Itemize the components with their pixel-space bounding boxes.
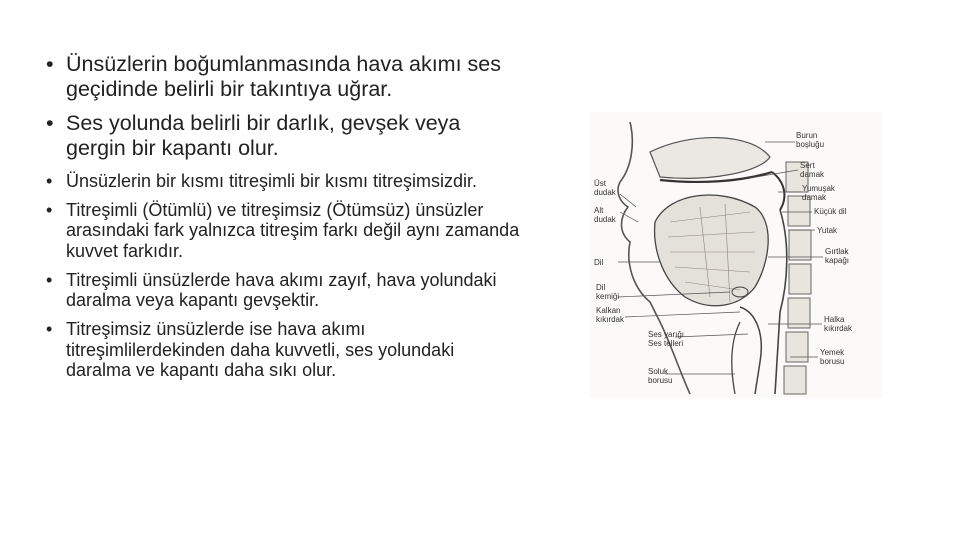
label-alt: Alt: [594, 206, 604, 215]
label-girtlak: Gırtlak: [825, 247, 849, 256]
bullet-text: Ünsüzlerin bir kısmı titreşimli bir kısmı titreşimsizdir.: [66, 170, 478, 191]
label-ses-yarigi: Ses yarığı: [648, 330, 685, 339]
label-soluk: Soluk: [648, 367, 669, 376]
label-yemek-borusu: borusu: [820, 357, 845, 366]
label-halka-kikirdak: kıkırdak: [824, 324, 853, 333]
vocal-tract-diagram: [590, 112, 882, 398]
larynx: [740, 307, 761, 394]
label-dil-kemigi-1: Dil: [596, 283, 606, 292]
nasal-cavity: [650, 138, 770, 179]
vocal-tract-drawing: [590, 112, 882, 398]
bullet-text: Ünsüzlerin boğumlanmasında hava akımı ses geçidinde belirli bir takıntıya uğrar.: [66, 52, 501, 101]
label-kucuk-dil: Küçük dil: [814, 207, 847, 216]
bullet-item: [44, 200, 524, 262]
label-damak: damak: [800, 170, 825, 179]
label-yutak: Yutak: [817, 226, 838, 235]
soft-palate: [772, 172, 784, 210]
bullet-text: Titreşimli (Ötümlü) ve titreşimsiz (Ötümsüz) ünsüzler arasındaki fark yalnızca titreşim farkı değil aynı zamanda kuvvet farkıdır.: [66, 199, 520, 261]
bullet-item: [44, 52, 524, 101]
bullet-item: [44, 319, 524, 381]
bullet-item: [44, 270, 524, 311]
label-kalkan: Kalkan: [596, 306, 621, 315]
label-kapagi: kapağı: [825, 256, 850, 265]
label-soluk-borusu: borusu: [648, 376, 673, 385]
label-dil-kemigi-2: kemiği: [596, 292, 620, 301]
bullet-item: [44, 171, 524, 192]
label-boslugu: boşluğu: [796, 140, 825, 149]
label-ust: Üst: [594, 179, 606, 188]
bullet-list: [44, 52, 524, 389]
label-halka: Halka: [824, 315, 845, 324]
label-alt-dudak: dudak: [594, 215, 616, 224]
label-burun: Burun: [796, 131, 818, 140]
label-sert: Sert: [800, 161, 815, 170]
label-yemek: Yemek: [820, 348, 845, 357]
label-dil: Dil: [594, 258, 604, 267]
bullet-text: Ses yolunda belirli bir darlık, gevşek veya gergin bir kapantı olur.: [66, 111, 461, 161]
label-ses-telleri: Ses telleri: [648, 339, 684, 348]
bullet-text: Titreşimli ünsüzlerde hava akımı zayıf, hava yolundaki daralma veya kapantı gevşektir.: [66, 269, 497, 311]
label-yumusak: Yumuşak: [802, 184, 835, 193]
label-yumusak-damak: damak: [802, 193, 827, 202]
bullet-item: [44, 111, 524, 160]
tongue: [655, 195, 769, 306]
label-ust-dudak: dudak: [594, 188, 616, 197]
bullet-text: Titreşimsiz ünsüzlerde ise hava akımı titreşimlilerdekinden daha kuvvetli, ses yolundaki daralma ve kapantı daha sıkı olur.: [66, 319, 455, 381]
label-kalkan-kikirdak: kıkırdak: [596, 315, 625, 324]
trachea: [732, 322, 740, 394]
